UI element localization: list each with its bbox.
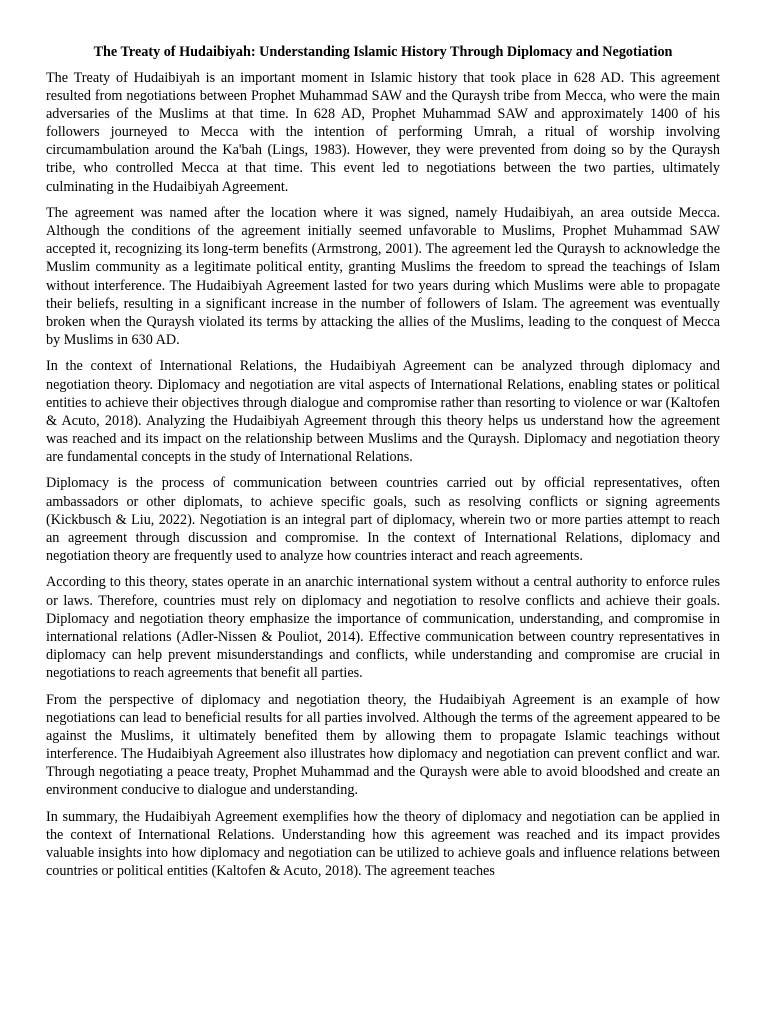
paragraph-ir-context: In the context of International Relations, the Hudaibiyah Agreement can be analyzed through diplomacy and negotiation theory. Diplomacy and negotiation are vital aspects of International Relations, enabling states or political entities to achieve their objectives through dialogue and compromise rather than resorting to violence or war (Kaltofen & Acuto, 2018). Analyzing the Hudaibiyah Agreement through this theory helps us understand how the agreement was reached and its impact on the relationship between Muslims and the Quraysh. Diplomacy and negotiation theory are fundamental concepts in the study of International Relations.: [46, 358, 720, 465]
document-title: The Treaty of Hudaibiyah: Understanding Islamic History Through Diplomacy and Negotiation: [93, 44, 673, 60]
paragraph-intro: The Treaty of Hudaibiyah is an important moment in Islamic history that took place in 628 AD. This agreement resulted from negotiations between Prophet Muhammad SAW and the Quraysh tribe from Mecca, who were the main adversaries of the Muslims at that time. In 628 AD, Prophet Muhammad SAW and approximately 1400 of his followers journeyed to Mecca with the intention of performing Umrah, a ritual of worship involving circumambulation around the Ka'bah (Lings, 1983). However, they were prevented from doing so by the Quraysh tribe, who controlled Mecca at that time. This event led to negotiations between the two parties, ultimately culminating in the Hudaibiyah Agreement.: [46, 70, 720, 195]
paragraph-diplomacy-definition: Diplomacy is the process of communication between countries carried out by official representatives, often ambassadors or other diplomats, to achieve specific goals, such as resolving conflicts or signing agreements (Kickbusch & Liu, 2022). Negotiation is an integral part of diplomacy, wherein two or more parties attempt to reach an agreement through discussion and compromise. In the context of International Relations, diplomacy and negotiation theory are frequently used to analyze how countries interact and reach agreements.: [46, 475, 720, 564]
paragraph-summary: In summary, the Hudaibiyah Agreement exemplifies how the theory of diplomacy and negotiation can be applied in the context of International Relations. Understanding how this agreement was reached and its impact provides valuable insights into how diplomacy and negotiation can be utilized to achieve goals and influence relations between countries or political entities (Kaltofen & Acuto, 2018). The agreement teaches: [46, 808, 720, 879]
paragraph-theory: According to this theory, states operate in an anarchic international system without a central authority to enforce rules or laws. Therefore, countries must rely on diplomacy and negotiation to resolve conflicts and achieve their goals. Diplomacy and negotiation theory emphasize the importance of communication, understanding, and compromise in international relations (Adler-Nissen & Pouliot, 2014). Effective communication between country representatives in diplomacy can help prevent misunderstandings and conflicts, while understanding and compromise are crucial in negotiations to reach agreements that benefit all parties.: [46, 574, 720, 681]
paragraph-perspective: From the perspective of diplomacy and negotiation theory, the Hudaibiyah Agreement is an example of how negotiations can lead to beneficial results for all parties involved. Although the terms of the agreement appeared to be against the Muslims, it ultimately benefited them by allowing them to propagate Islamic teachings without interference. The Hudaibiyah Agreement also illustrates how diplomacy and negotiation can prevent conflict and war. Through negotiating a peace treaty, Prophet Muhammad and the Quraysh were able to avoid bloodshed and create an environment conducive to dialogue and understanding.: [46, 691, 720, 798]
paragraph-agreement-naming: The agreement was named after the location where it was signed, namely Hudaibiyah, an area outside Mecca. Although the conditions of the agreement initially seemed unfavorable to Muslims, Prophet Muhammad SAW accepted it, recognizing its long-term benefits (Armstrong, 2001). The agreement led the Quraysh to acknowledge the Muslim community as a legitimate political entity, granting Muslims the freedom to spread the teachings of Islam without interference. The Hudaibiyah Agreement lasted for two years during which Muslims were able to propagate their beliefs, resulting in a significant increase in the number of followers of Islam. The agreement was eventually broken when the Quraysh violated its terms by attacking the allies of the Muslims, leading to the conquest of Mecca by Muslims in 630 AD.: [46, 205, 720, 348]
document-page: [46, 0, 720, 1024]
